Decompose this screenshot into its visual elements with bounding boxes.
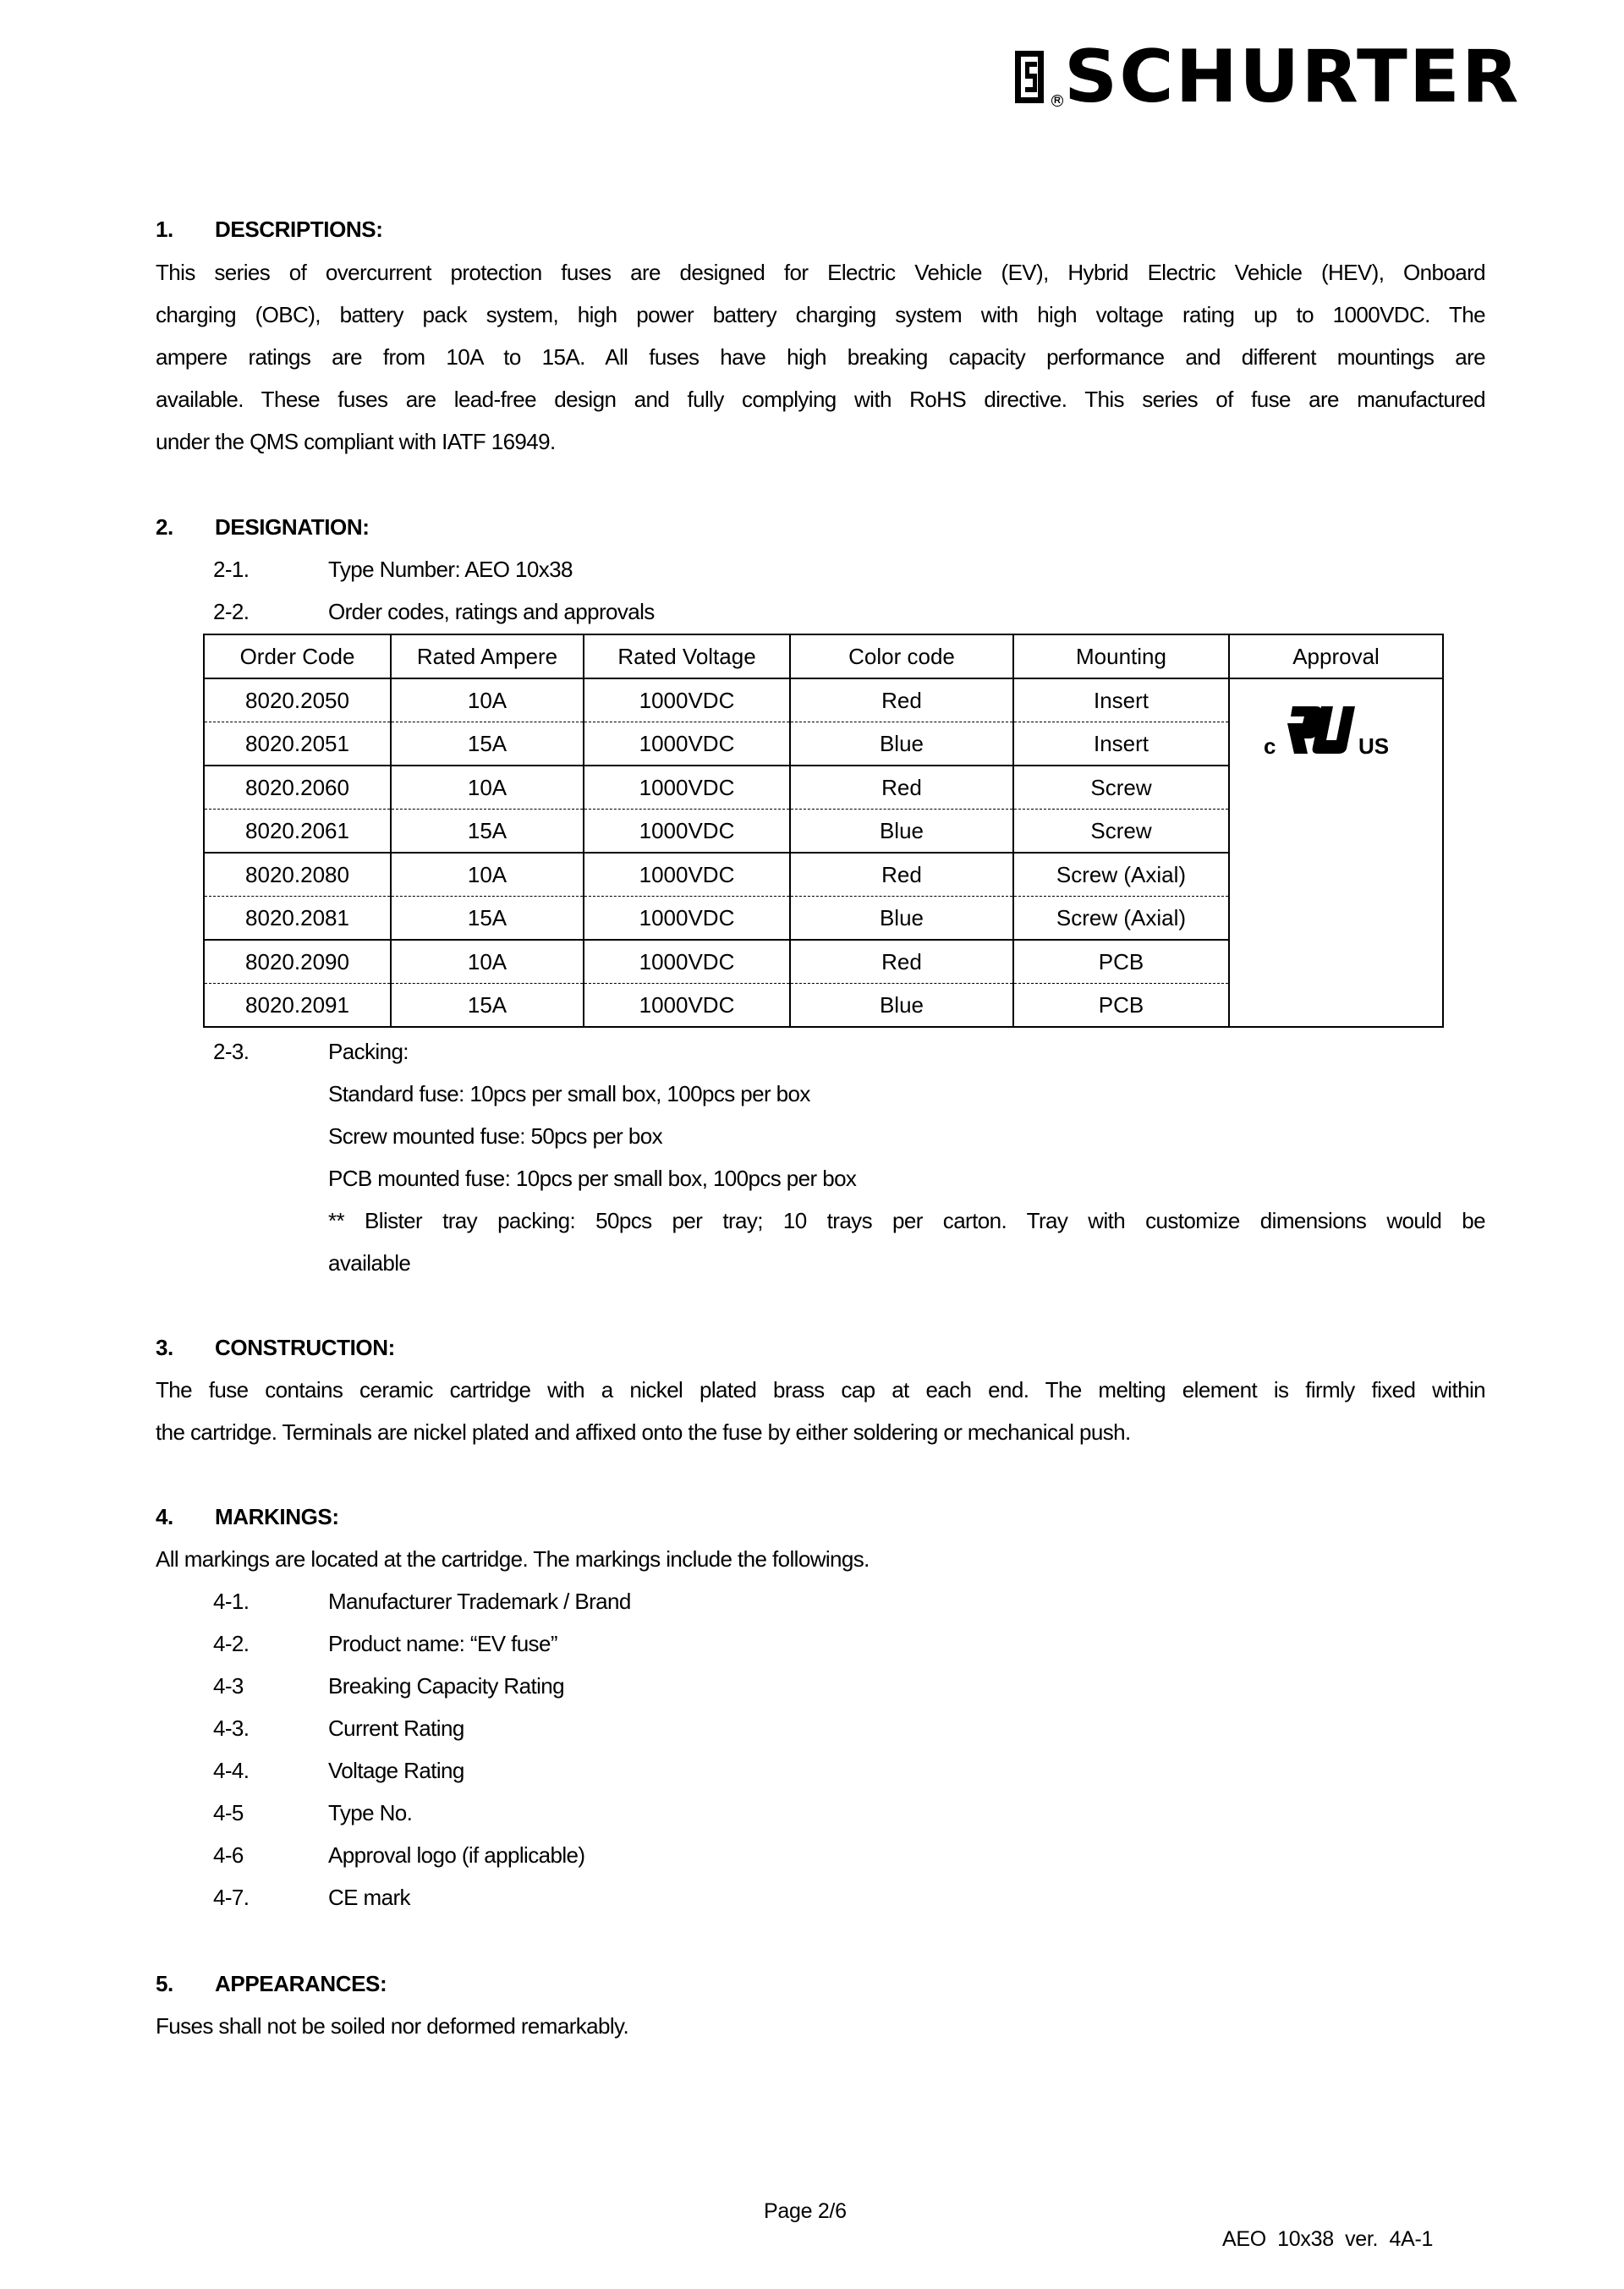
cell-color-code: Blue — [790, 722, 1013, 766]
description-line: ampere ratings are from 10A to 15A. All fuses have high breaking capacity performance and different mountings are — [156, 344, 1485, 370]
type-number-text: Type Number: AEO 10x38 — [328, 557, 573, 582]
cell-rated-ampere: 15A — [391, 984, 584, 1028]
packing-line: Standard fuse: 10pcs per small box, 100pcs per box — [328, 1081, 810, 1106]
description-line: charging (OBC), battery pack system, high power battery charging system with high voltage rating up to 1000VDC. The — [156, 302, 1485, 327]
cell-rated-ampere: 10A — [391, 678, 584, 722]
packing-line: PCB mounted fuse: 10pcs per small box, 100pcs per box — [328, 1166, 857, 1191]
cell-rated-voltage: 1000VDC — [584, 984, 790, 1028]
cell-mounting: PCB — [1013, 984, 1229, 1028]
marking-item-number: 4-3. — [213, 1715, 250, 1741]
marking-item-number: 4-1. — [213, 1589, 250, 1614]
cell-order-code: 8020.2081 — [204, 897, 391, 941]
cell-order-code: 8020.2091 — [204, 984, 391, 1028]
marking-item-number: 4-6 — [213, 1842, 244, 1868]
marking-item-number: 4-7. — [213, 1885, 250, 1910]
packing-title: Packing: — [328, 1039, 409, 1064]
marking-item-text: CE mark — [328, 1885, 410, 1910]
schurter-logo — [1015, 35, 1573, 119]
s-glyph-icon — [1025, 62, 1037, 92]
section-title: DESIGNATION: — [215, 514, 370, 540]
cell-color-code: Red — [790, 940, 1013, 984]
cell-color-code: Blue — [790, 984, 1013, 1028]
order-codes-caption: Order codes, ratings and approvals — [328, 599, 655, 624]
marking-item-number: 4-2. — [213, 1631, 250, 1656]
section-title: MARKINGS: — [215, 1504, 339, 1529]
cell-rated-voltage: 1000VDC — [584, 722, 790, 766]
table-header-row — [204, 634, 1443, 678]
packing-line: available — [328, 1250, 411, 1276]
cell-color-code: Red — [790, 678, 1013, 722]
cell-rated-ampere: 15A — [391, 897, 584, 941]
cell-color-code: Blue — [790, 810, 1013, 854]
cell-rated-voltage: 1000VDC — [584, 897, 790, 941]
construction-line: the cartridge. Terminals are nickel plated and affixed onto the fuse by either soldering or mechanical push. — [156, 1419, 1131, 1445]
page-number: Page 2/6 — [764, 2199, 847, 2223]
schurter-s-mark-icon — [1015, 51, 1044, 103]
section-title: APPEARANCES: — [215, 1971, 387, 1996]
section-number: 1. — [156, 217, 173, 242]
cell-mounting: Screw — [1013, 766, 1229, 810]
cell-rated-ampere: 10A — [391, 766, 584, 810]
marking-item-text: Breaking Capacity Rating — [328, 1673, 564, 1699]
order-codes-table — [203, 634, 1444, 1028]
section-number: 5. — [156, 1971, 173, 1996]
marking-item-text: Voltage Rating — [328, 1758, 464, 1783]
description-line: under the QMS compliant with IATF 16949. — [156, 429, 556, 454]
cell-order-code: 8020.2050 — [204, 678, 391, 722]
marking-item-text: Current Rating — [328, 1715, 464, 1741]
marking-item-number: 4-5 — [213, 1800, 244, 1825]
cell-mounting: Insert — [1013, 678, 1229, 722]
marking-item-text: Approval logo (if applicable) — [328, 1842, 585, 1868]
registered-trademark-icon: R — [1051, 95, 1063, 107]
construction-line: The fuse contains ceramic cartridge with a nickel plated brass cap at each end. The melting element is firmly fixed within — [156, 1377, 1485, 1402]
section-title: DESCRIPTIONS: — [215, 217, 383, 242]
ul-us-label: US — [1358, 733, 1390, 755]
cell-mounting: Screw (Axial) — [1013, 853, 1229, 897]
subsection-number: 2-2. — [213, 599, 250, 624]
markings-intro: All markings are located at the cartridge. The markings include the followings. — [156, 1546, 870, 1572]
subsection-number: 2-3. — [213, 1039, 250, 1064]
header-rated-voltage: Rated Voltage — [584, 634, 790, 678]
marking-item-text: Type No. — [328, 1800, 413, 1825]
appearances-text: Fuses shall not be soiled nor deformed remarkably. — [156, 2013, 629, 2039]
header-rated-ampere: Rated Ampere — [391, 634, 584, 678]
cell-rated-voltage: 1000VDC — [584, 853, 790, 897]
cell-mounting: Screw — [1013, 810, 1229, 854]
packing-line: Screw mounted fuse: 50pcs per box — [328, 1123, 662, 1149]
cell-rated-voltage: 1000VDC — [584, 766, 790, 810]
cell-rated-ampere: 10A — [391, 853, 584, 897]
description-line: This series of overcurrent protection fuses are designed for Electric Vehicle (EV), Hybrid Electric Vehicle (HEV), Onboard — [156, 260, 1485, 285]
cell-color-code: Blue — [790, 897, 1013, 941]
cell-rated-ampere: 10A — [391, 940, 584, 984]
marking-item-number: 4-3 — [213, 1673, 244, 1699]
cell-order-code: 8020.2060 — [204, 766, 391, 810]
table-row — [204, 678, 1443, 722]
cell-approval — [1229, 678, 1443, 1027]
ul-c-label: c — [1264, 733, 1276, 755]
cruus-mark-icon — [1264, 705, 1399, 755]
cell-color-code: Red — [790, 766, 1013, 810]
document-version: AEO 10x38 ver. 4A-1 — [1222, 2227, 1434, 2251]
description-line: available. These fuses are lead-free design and fully complying with RoHS directive. This series of fuse are manufactured — [156, 387, 1485, 412]
marking-item-text: Product name: “EV fuse” — [328, 1631, 557, 1656]
marking-item-text: Manufacturer Trademark / Brand — [328, 1589, 631, 1614]
marking-item-number: 4-4. — [213, 1758, 250, 1783]
cell-order-code: 8020.2090 — [204, 940, 391, 984]
cell-rated-ampere: 15A — [391, 722, 584, 766]
cell-mounting: Screw (Axial) — [1013, 897, 1229, 941]
header-order-code: Order Code — [204, 634, 391, 678]
cell-mounting: Insert — [1013, 722, 1229, 766]
cell-order-code: 8020.2061 — [204, 810, 391, 854]
section-number: 3. — [156, 1335, 173, 1360]
cell-rated-ampere: 15A — [391, 810, 584, 854]
cell-order-code: 8020.2051 — [204, 722, 391, 766]
subsection-number: 2-1. — [213, 557, 250, 582]
packing-line: ** Blister tray packing: 50pcs per tray; 10 trays per carton. Tray with customize dimensions would be — [328, 1208, 1485, 1233]
cell-rated-voltage: 1000VDC — [584, 810, 790, 854]
cell-mounting: PCB — [1013, 940, 1229, 984]
header-approval: Approval — [1229, 634, 1443, 678]
section-title: CONSTRUCTION: — [215, 1335, 395, 1360]
section-number: 4. — [156, 1504, 173, 1529]
brand-name: SCHURTER — [1064, 35, 1521, 119]
cell-color-code: Red — [790, 853, 1013, 897]
cell-rated-voltage: 1000VDC — [584, 678, 790, 722]
header-mounting: Mounting — [1013, 634, 1229, 678]
header-color-code: Color code — [790, 634, 1013, 678]
cell-order-code: 8020.2080 — [204, 853, 391, 897]
section-number: 2. — [156, 514, 173, 540]
cell-rated-voltage: 1000VDC — [584, 940, 790, 984]
